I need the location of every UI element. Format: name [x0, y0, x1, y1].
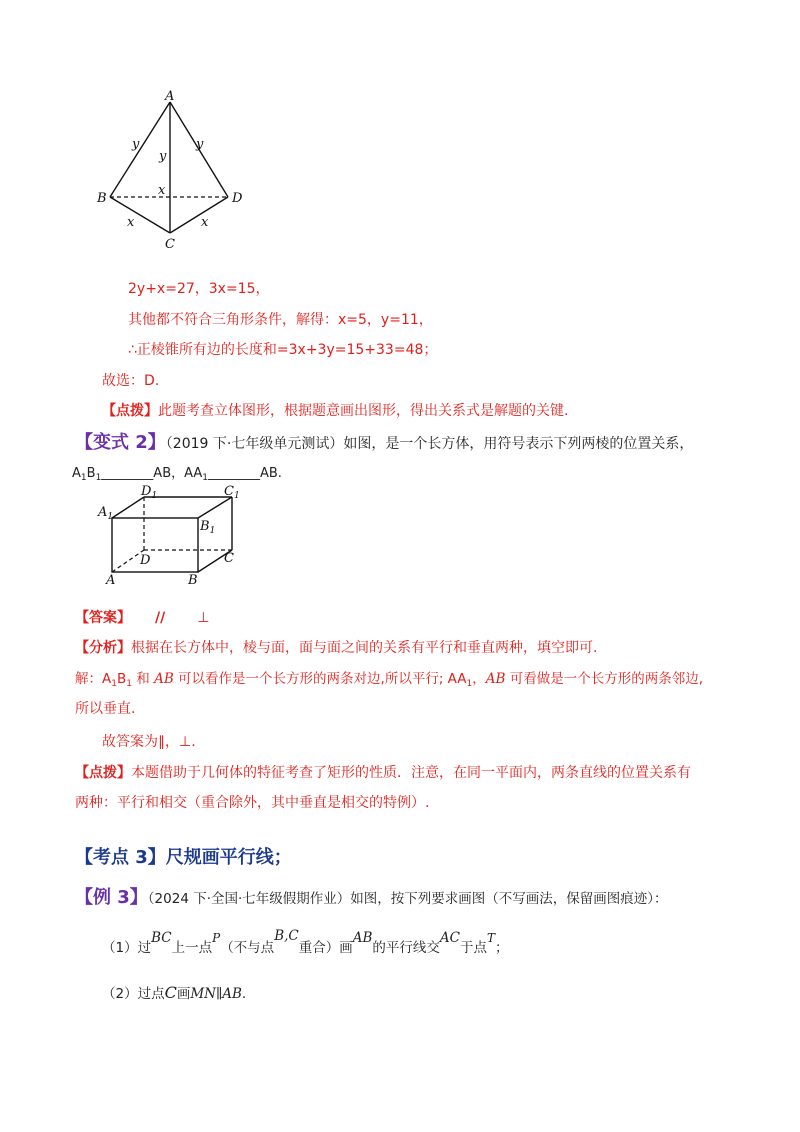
- tip-2-line2: 两种：平行和相交（重合除外，其中垂直是相交的特例）.: [75, 795, 430, 811]
- tip-1-label: 【点拨】: [102, 403, 158, 419]
- q1-bc2: B,C: [274, 928, 299, 944]
- vertex-c-label: C: [165, 237, 175, 252]
- edge-bd-label: x: [158, 183, 166, 198]
- edge-cd-label: x: [201, 215, 209, 230]
- box-b1-label: $B_1$: [200, 519, 216, 536]
- q1-bc: BC: [151, 930, 172, 946]
- blank-a1: A: [72, 466, 81, 481]
- solution-2-line1: 解：$A_1B_1$ 和 AB 可以看作是一个长方形的两条对边,所以平行; $AA_1$，AB 可看做是一个长方形的两条邻边,: [75, 671, 704, 689]
- q2-mn: MN∥AB: [190, 986, 242, 1002]
- sol-ab: AB: [154, 671, 174, 687]
- sol-a: 解：A: [75, 671, 112, 687]
- box-d-label: D: [140, 553, 151, 568]
- section-3-title: 【考点 3】尺规画平行线；: [75, 847, 292, 868]
- edge-b1c1: [198, 497, 232, 518]
- example-3-source: （2024 下·全国·七年级假期作业）如图，按下列要求画图（不写画法，保留画图痕迹）：: [147, 891, 668, 907]
- q1-a: （1）过: [102, 940, 152, 956]
- blank-b1: B: [86, 466, 96, 481]
- edge-bc: [110, 197, 170, 233]
- sol-b: B: [116, 671, 127, 687]
- tetrahedron-figure: [90, 88, 250, 258]
- sub-3: 1: [202, 473, 208, 483]
- q1-t: T: [487, 931, 496, 945]
- variant2-label: 【变式 2】: [75, 432, 166, 453]
- analysis-2: [75, 637, 597, 657]
- box-b-label: B: [188, 573, 198, 588]
- sol-and: 和: [131, 671, 155, 687]
- sol-end: 可看做是一个长方形的两条邻边,: [505, 671, 704, 687]
- sol-sub-2: 1: [126, 679, 132, 689]
- q2-c: C: [164, 983, 177, 1002]
- vertex-d-label: D: [232, 191, 243, 206]
- box-c1-label: $C_1$: [224, 484, 240, 501]
- edge-ab-label: y: [132, 137, 140, 152]
- edge-bc-label: x: [127, 215, 135, 230]
- sub-2: 1: [95, 473, 102, 483]
- answer-2-label: 【答案】: [75, 610, 131, 626]
- example-3-label: 【例 3】: [75, 887, 148, 908]
- solution-choice: 故选：D.: [102, 373, 160, 389]
- question-1: [102, 928, 509, 956]
- example-3-heading: [75, 883, 668, 909]
- box-a-label: A: [106, 573, 116, 588]
- blank-text-2: ________AB.: [208, 466, 282, 481]
- vertex-a-label: A: [165, 89, 175, 104]
- analysis-2-text: 根据在长方体中，棱与面，面与面之间的关系有平行和垂直两种，填空即可.: [131, 640, 598, 656]
- solution-eq3: ∴正棱锥所有边的长度和=3x+3y=15+33=48；: [128, 342, 438, 358]
- variant2-blanks: [72, 462, 282, 483]
- edge-ac-label: y: [159, 149, 167, 164]
- box-c-label: C: [224, 551, 234, 566]
- q1-g: ；: [495, 940, 509, 956]
- tip-2-line1: [75, 762, 691, 782]
- answer-parallel: //: [155, 610, 166, 626]
- tip-2-label: 【点拨】: [75, 765, 131, 781]
- blank-text-1: ________AB，AA: [101, 466, 203, 481]
- sub-1: 1: [80, 473, 87, 483]
- box-a1-label: $A_1$: [98, 505, 114, 522]
- tip-1: [102, 400, 568, 420]
- variant2-source: （2019 下·七年级单元测试）如图，是一个长方体，用符号表示下列两棱的位置关系，: [165, 436, 694, 452]
- answer-perp: ⊥: [197, 610, 210, 626]
- vertex-b-label: B: [97, 191, 107, 206]
- solution-eq1: 2y+x=27，3x=15，: [128, 281, 270, 297]
- front-face: [112, 518, 198, 572]
- sol-mid: 可以看作是一个长方形的两条对边,所以平行; AA: [173, 671, 467, 687]
- final-answer-2: 故答案为∥，⊥.: [102, 734, 196, 750]
- q1-p: P: [212, 931, 221, 945]
- q1-d: 重合）画: [298, 940, 353, 956]
- edge-a1d1: [112, 497, 144, 518]
- q2-end: .: [241, 986, 247, 1002]
- q1-ab: AB: [352, 930, 373, 946]
- q2-b: 画: [176, 986, 191, 1002]
- sol-ab2: AB: [485, 671, 506, 687]
- q2-a: （2）过点: [102, 986, 165, 1002]
- variant2-heading: [75, 428, 693, 454]
- tip-1-text: 此题考查立体图形，根据题意画出图形，得出关系式是解题的关键.: [158, 403, 569, 419]
- q1-ac: AC: [439, 930, 460, 946]
- question-2: [102, 982, 246, 1002]
- q1-b: 上一点: [171, 940, 213, 956]
- box-d1-label: $D_1$: [141, 484, 158, 501]
- analysis-2-label: 【分析】: [75, 640, 131, 656]
- q1-c: （不与点: [220, 940, 275, 956]
- tip-2-text1: 本题借助于几何体的特征考查了矩形的性质．注意，在同一平面内，两条直线的位置关系有: [131, 765, 691, 781]
- sol-sub-3: 1: [466, 679, 473, 689]
- cuboid-figure: [96, 482, 256, 588]
- edge-cd: [170, 197, 228, 233]
- edge-ad-label: y: [196, 137, 204, 152]
- answer-2: [75, 607, 209, 627]
- solution-eq2: 其他都不符合三角形条件，解得：x=5，y=11，: [128, 312, 433, 328]
- sol-sub-1: 1: [111, 679, 117, 689]
- q1-e: 的平行线交: [372, 940, 440, 956]
- solution-2-line2: 所以垂直.: [75, 701, 136, 717]
- q1-f: 于点: [460, 940, 487, 956]
